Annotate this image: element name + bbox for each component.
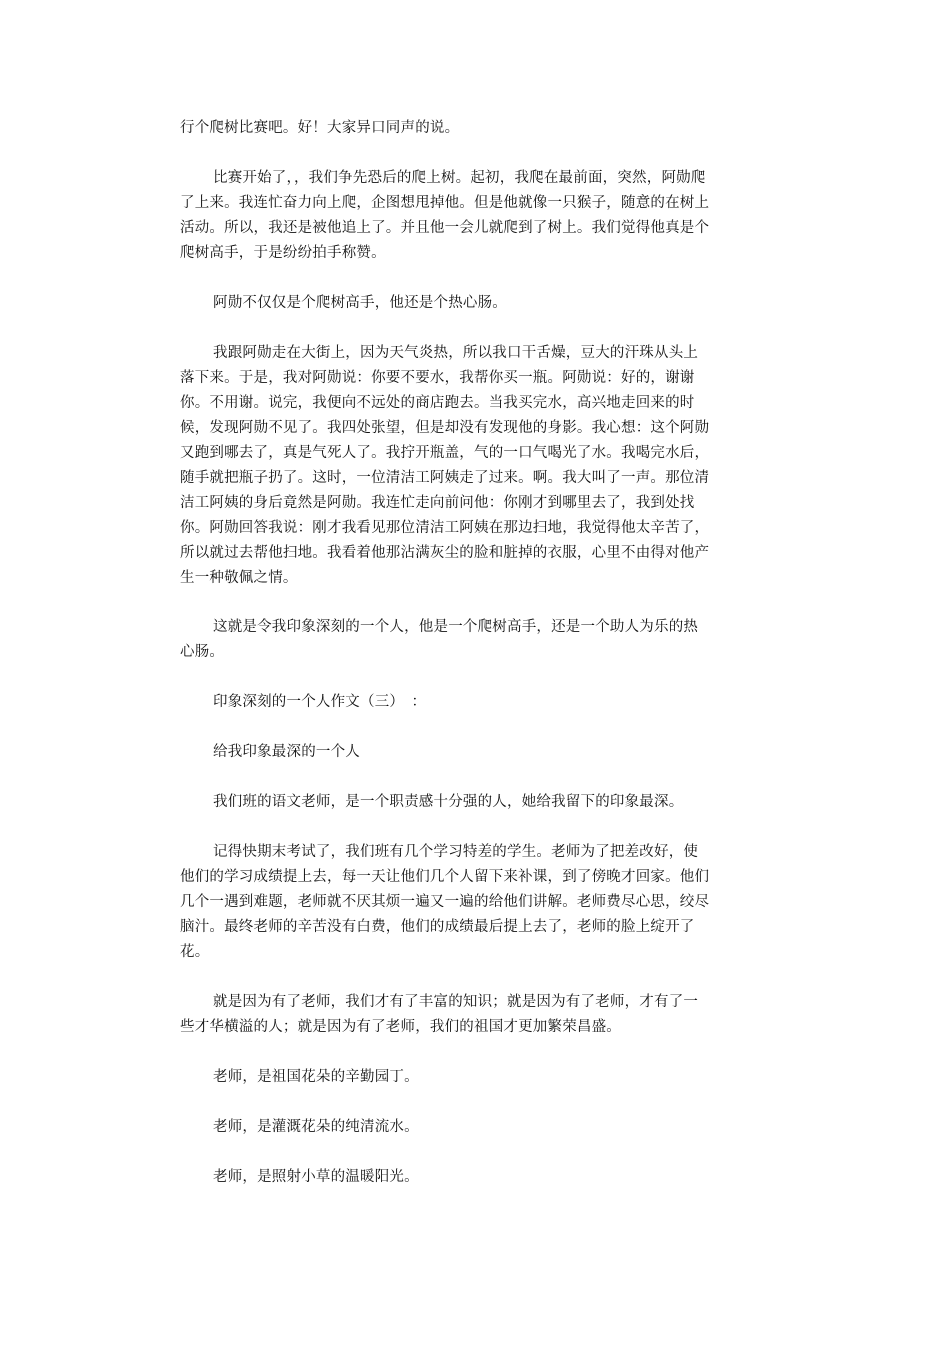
paragraph-8: 我们班的语文老师，是一个职责感十分强的人，她给我留下的印象最深。	[213, 794, 684, 810]
paragraph-3: 阿勋不仅仅是个爬树高手，他还是个热心肠。	[213, 295, 507, 311]
paragraph-11: 老师，是祖国花朵的辛勤园丁。	[213, 1069, 419, 1085]
paragraph-2: 比赛开始了，，我们争先恐后的爬上树。起初，我爬在最前面，突然，阿勋爬了上来。我连忙奋力向上爬，企图想甩掉他。但是他就像一只猴子，随意的在树上活动。所以，我还是被他追上了。并且他一会儿就爬到了树上。我们觉得他真是个爬树高手，于是纷纷拍手称赞。	[180, 170, 710, 261]
paragraph-10: 就是因为有了老师，我们才有了丰富的知识；就是因为有了老师，才有了一些才华横溢的人；就是因为有了老师，我们的祖国才更加繁荣昌盛。	[180, 994, 699, 1035]
paragraph-9: 记得快期末考试了，我们班有几个学习特差的学生。老师为了把差改好，使他们的学习成绩提上去，每一天让他们几个人留下来补课，到了傍晚才回家。他们几个一遇到难题，老师就不厌其烦一遍又一遍的给他们讲解。老师费尽心思，绞尽脑汁。最终老师的辛苦没有白费，他们的成绩最后提上去了，老师的脸上绽开了花。	[180, 844, 710, 960]
paragraph-4: 我跟阿勋走在大街上，因为天气炎热，所以我口干舌燥，豆大的汗珠从头上落下来。于是，我对阿勋说：你要不要水，我帮你买一瓶。阿勋说：好的，谢谢你。不用谢。说完，我便向不远处的商店跑去。当我买完水，高兴地走回来的时候，发现阿勋不见了。我四处张望，但是却没有发现他的身影。我心想：这个阿勋又跑到哪去了，真是气死人了。我拧开瓶盖，气的一口气喝光了水。我喝完水后，随手就把瓶子扔了。这时，一位清洁工阿姨走了过来。啊。我大叫了一声。那位清洁工阿姨的身后竟然是阿勋。我连忙走向前问他：你刚才到哪里去了，我到处找你。阿勋回答我说：刚才我看见那位清洁工阿姨在那边扫地，我觉得他太辛苦了，所以就过去帮他扫地。我看着他那沾满灰尘的脸和脏掉的衣服，心里不由得对他产生一种敬佩之情。	[180, 345, 710, 586]
paragraph-1: 行个爬树比赛吧。好！大家异口同声的说。	[180, 120, 460, 136]
paragraph-13: 老师，是照射小草的温暖阳光。	[213, 1169, 419, 1185]
paragraph-7: 给我印象最深的一个人	[213, 744, 360, 760]
paragraph-6: 印象深刻的一个人作文（三） ：	[213, 694, 427, 710]
paragraph-12: 老师，是灌溉花朵的纯清流水。	[213, 1119, 419, 1135]
paragraph-5: 这就是令我印象深刻的一个人，他是一个爬树高手，还是一个助人为乐的热心肠。	[180, 619, 699, 660]
